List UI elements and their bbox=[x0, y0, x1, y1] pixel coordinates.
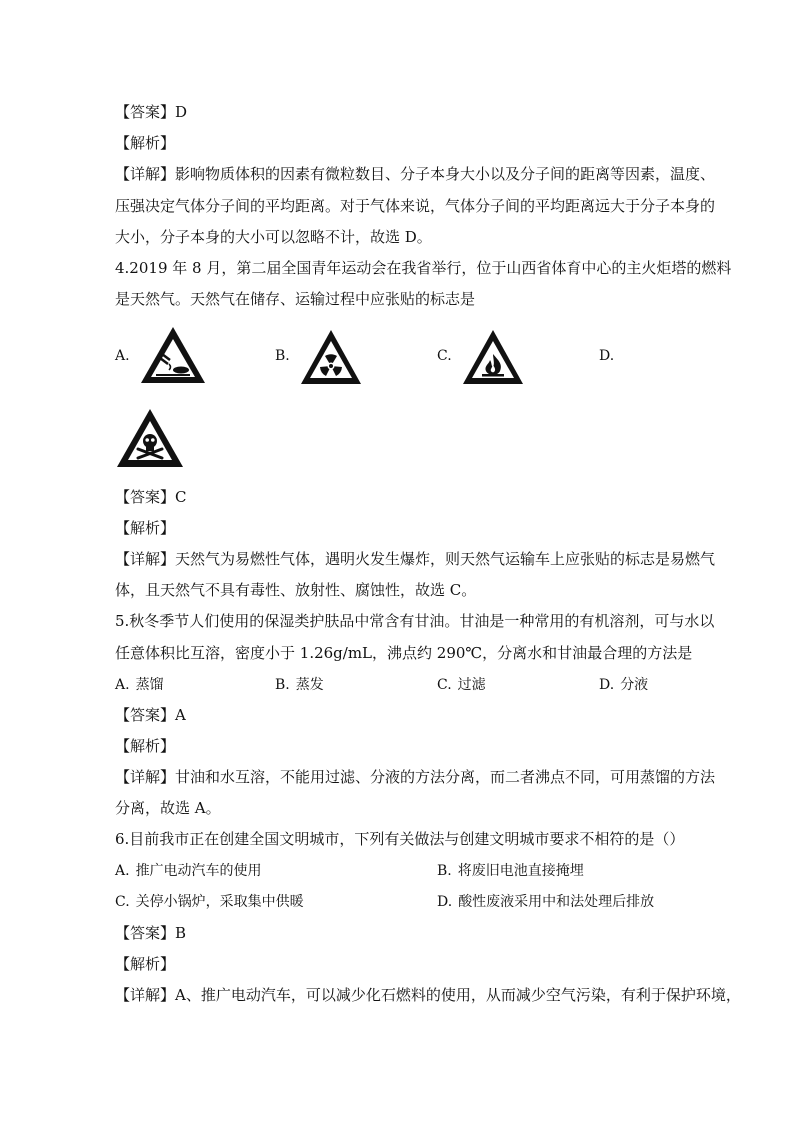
q6-option-a bbox=[115, 861, 268, 881]
q5-stem-line-2: 任意体积比互溶，密度小于 1.26g/mL，沸点约 290℃，分离水和甘油最合理的方法是 bbox=[115, 644, 693, 662]
q6-answer: 【答案】B bbox=[115, 924, 187, 942]
q4-option-d-letter: D. bbox=[599, 348, 615, 364]
q3-answer: 【答案】D bbox=[115, 103, 188, 121]
q3-detail-line-2: 压强决定气体分子间的平均距离。对于气体来说，气体分子间的平均距离远大于分子本身的 bbox=[115, 197, 716, 215]
toxic-sign-icon bbox=[114, 406, 186, 470]
q6-option-d bbox=[437, 892, 660, 912]
option-letter: C. bbox=[115, 894, 130, 910]
q3-detail-line-1: 【详解】影响物质体积的因素有微粒数目、分子本身大小以及分子间的距离等因素，温度、 bbox=[115, 165, 716, 183]
q3-analysis-heading: 【解析】 bbox=[115, 134, 176, 152]
q6-analysis-heading: 【解析】 bbox=[115, 955, 176, 973]
option-letter: D. bbox=[599, 677, 615, 693]
radioactive-sign-icon bbox=[298, 327, 364, 387]
q6-option-c bbox=[115, 892, 310, 912]
q4-option-b-letter: B. bbox=[275, 348, 290, 364]
option-text: 推广电动汽车的使用 bbox=[135, 863, 262, 879]
option-letter: C. bbox=[437, 677, 452, 693]
q5-answer: 【答案】A bbox=[115, 706, 186, 724]
corrosive-sign-icon bbox=[138, 324, 208, 386]
q5-detail-line-2: 分离，故选 A。 bbox=[115, 799, 221, 817]
option-text: 蒸馏 bbox=[135, 677, 164, 693]
option-text: 过滤 bbox=[457, 677, 486, 693]
q5-analysis-heading: 【解析】 bbox=[115, 737, 176, 755]
q5-option-b bbox=[275, 675, 330, 695]
q4-option-a-letter: A. bbox=[115, 348, 130, 364]
q6-stem: 6.目前我市正在创建全国文明城市，下列有关做法与创建文明城市要求不相符的是（） bbox=[115, 830, 685, 848]
q4-analysis-heading: 【解析】 bbox=[115, 519, 176, 537]
q4-detail-line-1: 【详解】天然气为易燃性气体，遇明火发生爆炸，则天然气运输车上应张贴的标志是易燃气 bbox=[115, 550, 716, 568]
option-letter: B. bbox=[437, 863, 452, 879]
q4-answer: 【答案】C bbox=[115, 488, 187, 506]
option-text: 关停小锅炉，采取集中供暖 bbox=[135, 894, 304, 910]
option-letter: B. bbox=[275, 677, 290, 693]
option-letter: A. bbox=[115, 677, 130, 693]
q6-detail-line-1: 【详解】A、推广电动汽车，可以减少化石燃料的使用，从而减少空气污染，有利于保护环境， bbox=[115, 986, 741, 1004]
flammable-sign-icon bbox=[460, 327, 526, 387]
q6-option-b bbox=[437, 861, 590, 881]
option-text: 蒸发 bbox=[295, 677, 324, 693]
q4-option-c-letter: C. bbox=[437, 348, 452, 364]
q4-detail-line-2: 体，且天然气不具有毒性、放射性、腐蚀性，故选 C。 bbox=[115, 581, 477, 599]
q4-stem-line-2: 是天然气。天然气在储存、运输过程中应张贴的标志是 bbox=[115, 290, 476, 308]
option-text: 酸性废液采用中和法处理后排放 bbox=[458, 894, 655, 910]
option-text: 分液 bbox=[620, 677, 649, 693]
q5-detail-line-1: 【详解】甘油和水互溶，不能用过滤、分液的方法分离，而二者沸点不同，可用蒸馏的方法 bbox=[115, 768, 716, 786]
option-letter: D. bbox=[437, 894, 453, 910]
q5-option-d bbox=[599, 675, 654, 695]
q5-option-c bbox=[437, 675, 492, 695]
q3-detail-line-3: 大小，分子本身的大小可以忽略不计，故选 D。 bbox=[115, 228, 432, 246]
q5-stem-line-1: 5.秋冬季节人们使用的保湿类护肤品中常含有甘油。甘油是一种常用的有机溶剂，可与水以 bbox=[115, 612, 715, 630]
option-text: 将废旧电池直接掩埋 bbox=[457, 863, 584, 879]
q4-stem-line-1: 4.2019 年 8 月，第二届全国青年运动会在我省举行，位于山西省体育中心的主火炬塔的燃料 bbox=[115, 259, 732, 277]
q5-option-a bbox=[115, 675, 170, 695]
option-letter: A. bbox=[115, 863, 130, 879]
